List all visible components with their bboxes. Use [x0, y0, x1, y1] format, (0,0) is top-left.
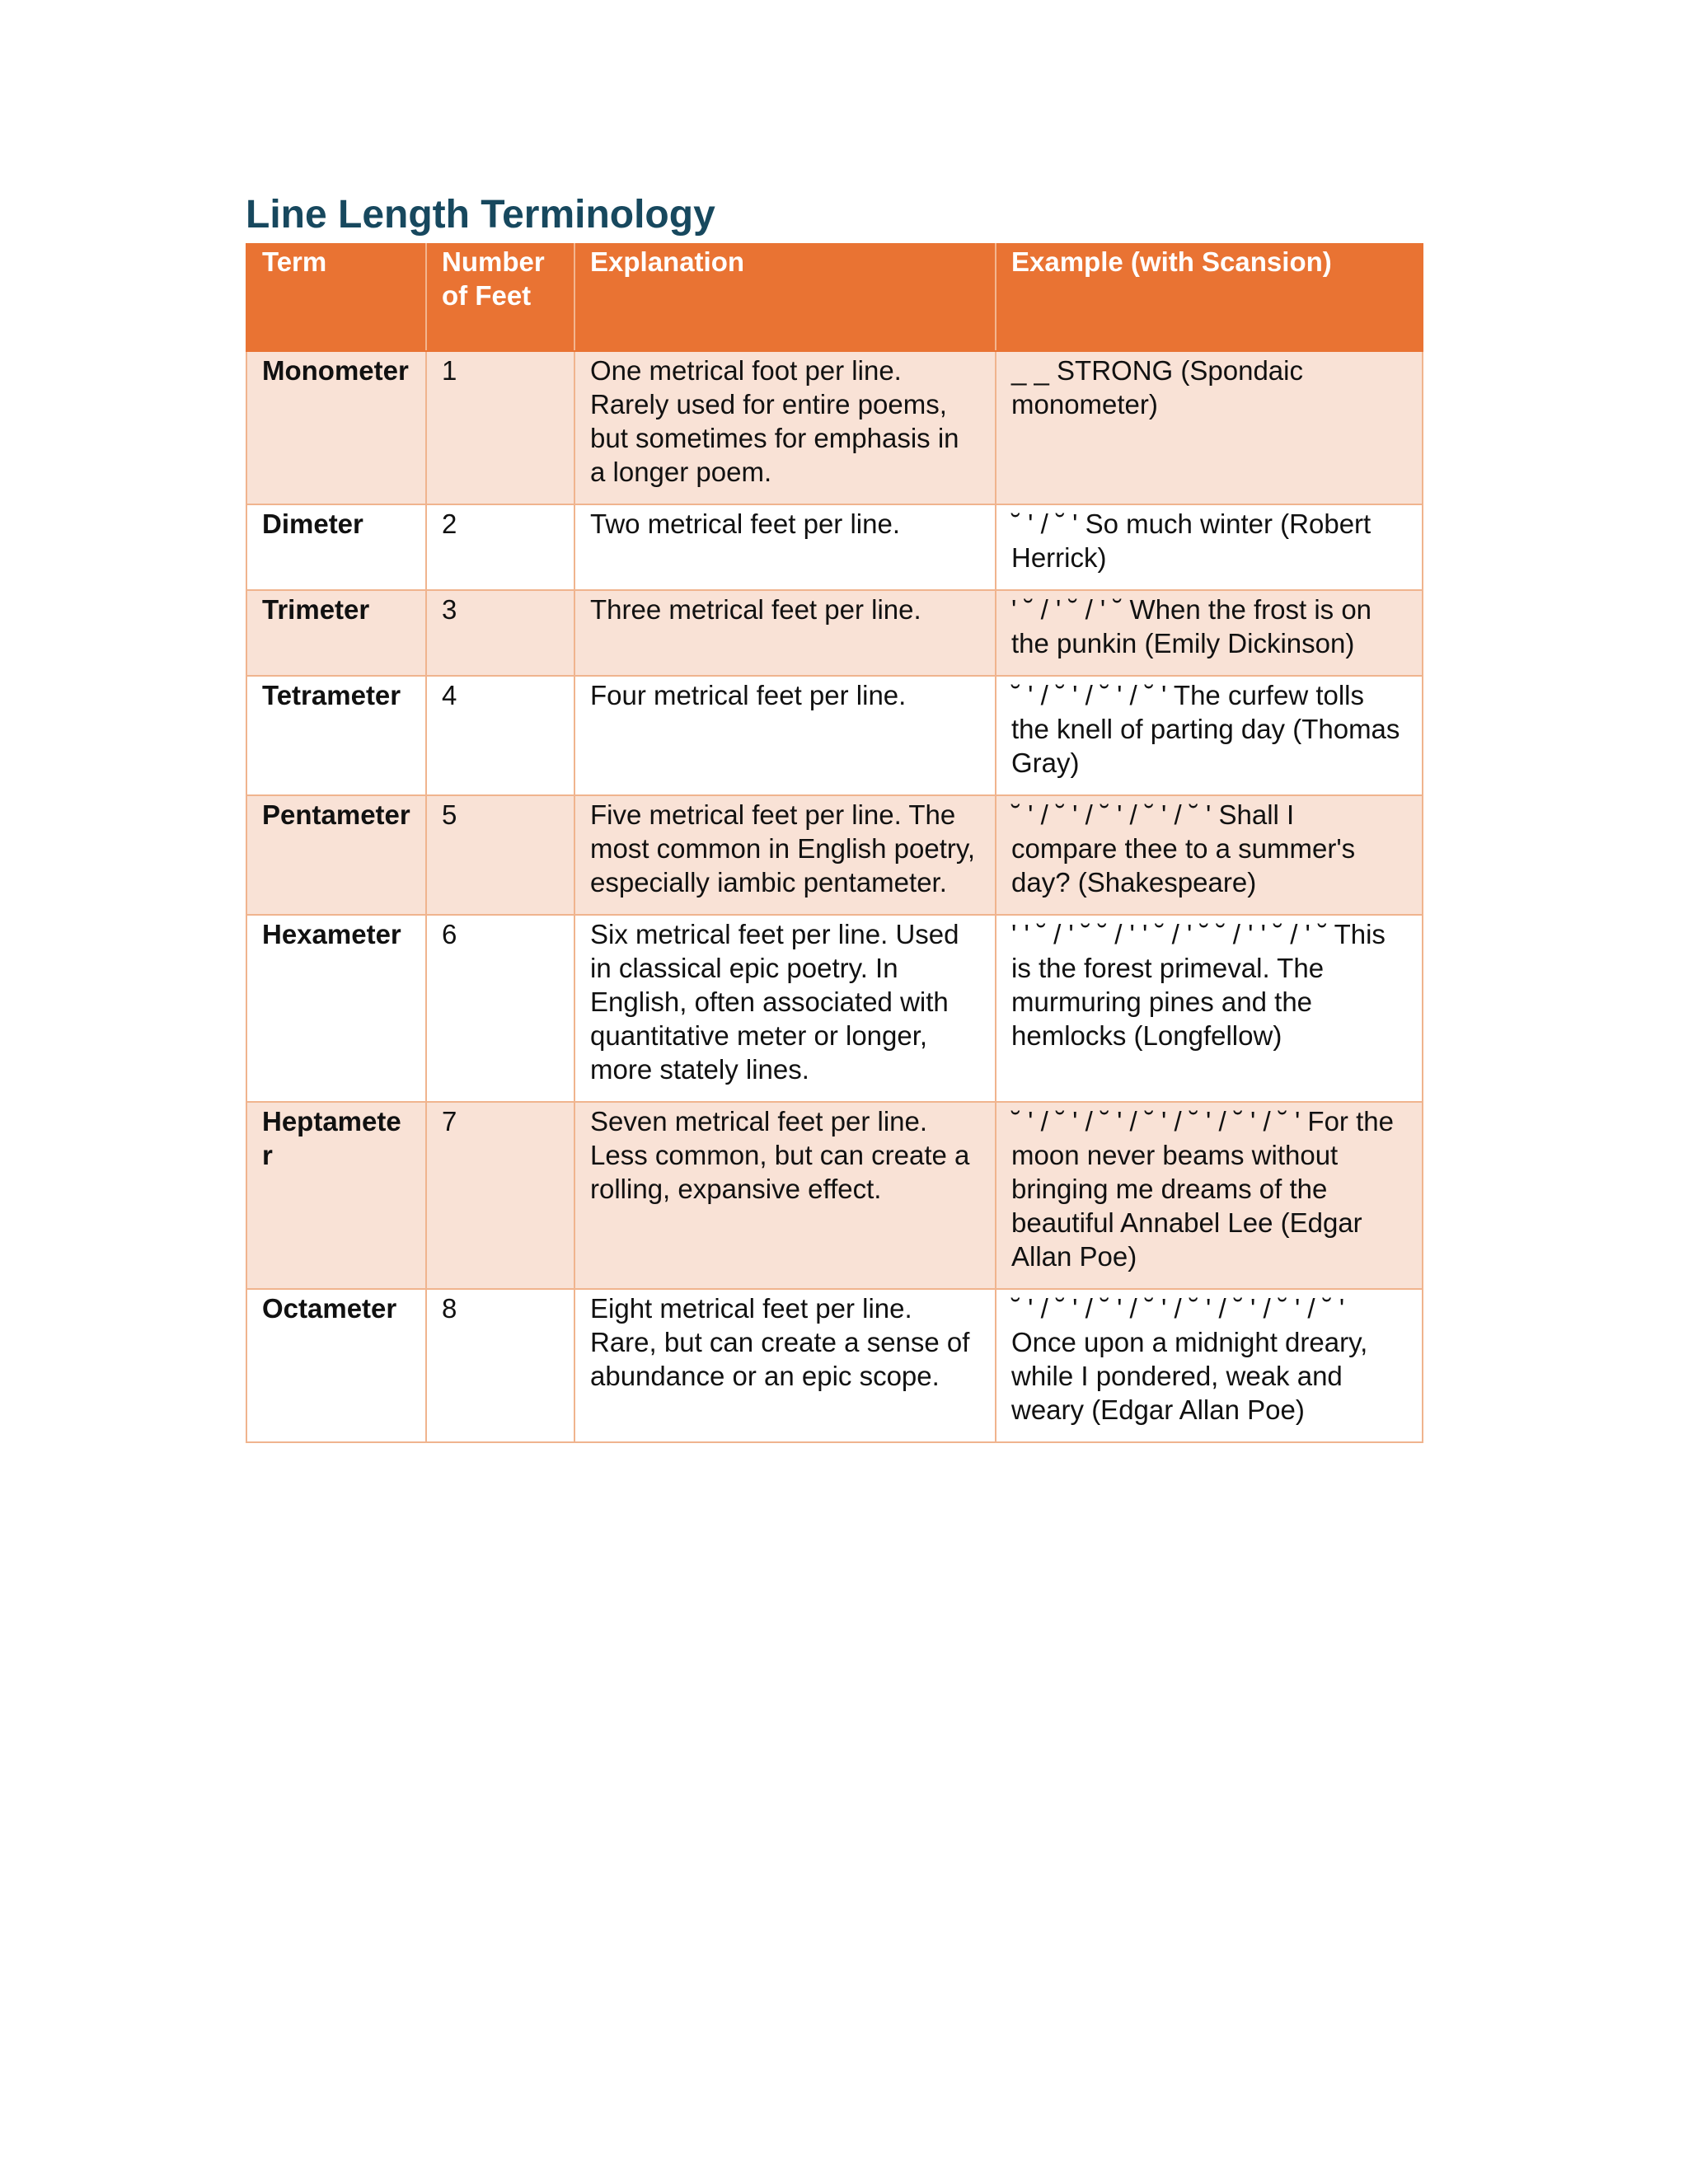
table-row [246, 504, 1423, 590]
table-row [246, 795, 1423, 915]
feet-cell: 8 [426, 1289, 574, 1442]
explanation-cell: Five metrical feet per line. The most common in English poetry, especially iambic pentameter. [574, 795, 996, 915]
example-cell: ' ' ˘ / ' ˘ ˘ / ' ' ˘ / ' ˘ ˘ / ' ' ˘ / ' ˘ This is the forest primeval. The murmuring pines and the hemlocks (Longfellow) [996, 915, 1423, 1102]
header-example: Example (with Scansion) [996, 244, 1423, 351]
table-row [246, 590, 1423, 676]
table-row [246, 1289, 1423, 1442]
header-number-of-feet: Number of Feet [426, 244, 574, 351]
explanation-cell: Seven metrical feet per line. Less common, but can create a rolling, expansive effect. [574, 1102, 996, 1289]
table-row [246, 915, 1423, 1102]
term-cell: Trimeter [246, 590, 426, 676]
term-cell: Hexameter [246, 915, 426, 1102]
explanation-cell: Three metrical feet per line. [574, 590, 996, 676]
explanation-cell: Eight metrical feet per line. Rare, but can create a sense of abundance or an epic scope. [574, 1289, 996, 1442]
explanation-cell: Four metrical feet per line. [574, 676, 996, 795]
example-cell: _ _ STRONG (Spondaic monometer) [996, 351, 1423, 504]
table-header-row [246, 244, 1423, 351]
example-cell: ˘ ' / ˘ ' / ˘ ' / ˘ ' / ˘ ' / ˘ ' / ˘ ' For the moon never beams without bringing me dreams of the beautiful Annabel Lee (Edgar Allan Poe) [996, 1102, 1423, 1289]
example-cell: ˘ ' / ˘ ' / ˘ ' / ˘ ' / ˘ ' / ˘ ' / ˘ ' / ˘ ' Once upon a midnight dreary, while I pondered, weak and weary (Edgar Allan Poe) [996, 1289, 1423, 1442]
example-cell: ˘ ' / ˘ ' So much winter (Robert Herrick) [996, 504, 1423, 590]
example-cell: ˘ ' / ˘ ' / ˘ ' / ˘ ' The curfew tolls the knell of parting day (Thomas Gray) [996, 676, 1423, 795]
feet-cell: 6 [426, 915, 574, 1102]
term-cell: Tetrameter [246, 676, 426, 795]
term-cell: Dimeter [246, 504, 426, 590]
feet-cell: 2 [426, 504, 574, 590]
explanation-cell: Two metrical feet per line. [574, 504, 996, 590]
feet-cell: 7 [426, 1102, 574, 1289]
line-length-table [246, 243, 1423, 1443]
explanation-cell: Six metrical feet per line. Used in classical epic poetry. In English, often associated with quantitative meter or longer, more stately lines. [574, 915, 996, 1102]
example-cell: ' ˘ / ' ˘ / ' ˘ When the frost is on the punkin (Emily Dickinson) [996, 590, 1423, 676]
term-cell: Octameter [246, 1289, 426, 1442]
feet-cell: 4 [426, 676, 574, 795]
example-cell: ˘ ' / ˘ ' / ˘ ' / ˘ ' / ˘ ' Shall I compare thee to a summer's day? (Shakespeare) [996, 795, 1423, 915]
term-cell: Pentameter [246, 795, 426, 915]
header-explanation: Explanation [574, 244, 996, 351]
table-row [246, 1102, 1423, 1289]
page-title: Line Length Terminology [246, 193, 715, 237]
term-cell: Heptameter [246, 1102, 426, 1289]
term-cell: Monometer [246, 351, 426, 504]
feet-cell: 3 [426, 590, 574, 676]
feet-cell: 5 [426, 795, 574, 915]
header-term: Term [246, 244, 426, 351]
feet-cell: 1 [426, 351, 574, 504]
explanation-cell: One metrical foot per line. Rarely used for entire poems, but sometimes for emphasis in a longer poem. [574, 351, 996, 504]
table-row [246, 351, 1423, 504]
table-row [246, 676, 1423, 795]
